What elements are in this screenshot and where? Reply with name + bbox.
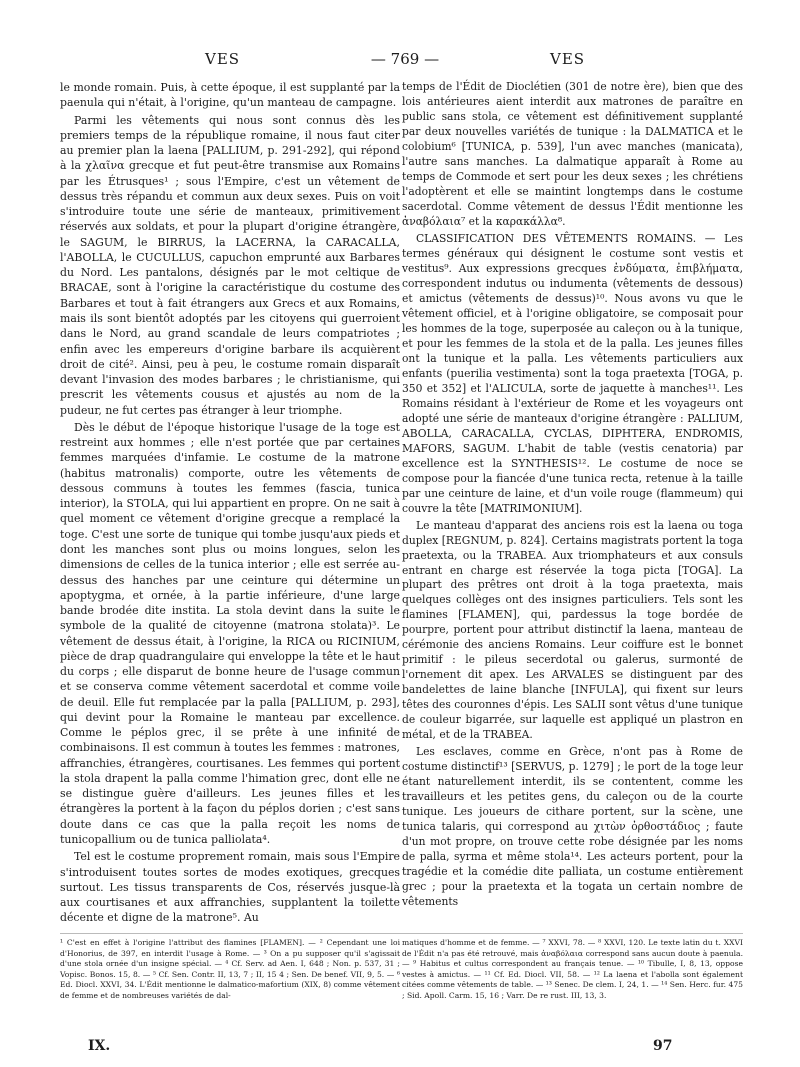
paragraph: le monde romain. Puis, à cette époque, il est supplanté par la paenula qui n'était, à l'origine, qu'un manteau de campagne.	[60, 81, 400, 110]
left-column	[60, 80, 400, 926]
footnotes-right: matiques d'homme et de femme. — ⁷ XXVI, 78. — ⁸ XXVI, 120. Le texte latin du t. XXVI de l'Édit n'a pas été retrouvé, mais ἀναβόλαια correspond sans aucun doute à paenula. — ⁹ Habitus et cultus correspondent au français tenue. — ¹⁰ Tibulle, I, 8, 13, oppose vestes à amictus. — ¹¹ Cf. Ed. Diocl. VII, 58. — ¹² La laena et l'abolla sont également citées comme vêtements de table. — ¹³ Senec. De clem. I, 24, 1. — ¹⁴ Sen. Herc. fur. 475 ; Sid. Apoll. Carm. 15, 16 ; Varr. De re rust. III, 13, 3.	[402, 938, 743, 1000]
footnotes-left: ¹ C'est en effet à l'origine l'attribut des flamines [FLAMEN]. — ² Cependant une loi d'Honorius, de 397, en interdit l'usage à Rome. — ³ On a pu supposer qu'il s'agissait d'une stola ornée d'un insigne spécial. — ⁴ Cf. Serv. ad Aen. I, 648 ; Non. p. 537, 31 ; Vopisc. Bonos. 15, 8. — ⁵ Cf. Sen. Contr. II, 13, 7 ; II, 15 4 ; Sen. De benef. VII, 9, 5. — ⁶ Ed. Diocl. XXVI, 34. L'Édit mentionne le dalmatico-mafortium (XIX, 8) comme vêtement de femme et de nombreuses variétés de dal-	[60, 938, 400, 1000]
footnote-divider	[60, 933, 743, 934]
page-number: — 769 —	[370, 50, 440, 68]
header-right-word: VES	[550, 50, 586, 68]
header-left-word: VES	[205, 50, 241, 68]
right-column	[402, 80, 743, 910]
sheet-number: 97	[653, 1038, 673, 1054]
running-header	[70, 50, 740, 72]
volume-mark: IX.	[88, 1038, 111, 1054]
paragraph: Parmi les vêtements qui nous sont connus dès les premiers temps de la république romaine, il nous faut citer au premier plan la laena [PALLIUM, p. 291-292], qui répond à la χλαῖνα grecque et fut peut-être transmise aux Romains par les Étrusques¹ ; sous l'Empire, c'est un vêtement de dessus très répandu et commun aux deux sexes. Puis on voit s'introduire toute une série de manteaux, primitivement réservés aux soldats, et pour la plupart d'origine étrangère, le SAGUM, le BIRRUS, la LACERNA, la CARACALLA, l'ABOLLA, le CUCULLUS, capuchon emprunté aux Barbares du Nord. Les pantalons, désignés par le mot celtique de BRACAE, sont à l'origine la caractéristique du costume des Barbares et tout à fait étrangers aux Grecs et aux Romains, mais ils sont bientôt adoptés par les citoyens qui guerroient dans le Nord, au grand scandale de leurs compatriotes ; enfin avec les empereurs d'origine barbare ils acquièrent droit de cité². Ainsi, peu à peu, le costume romain disparaît devant l'invasion des modes barbares ; le christianisme, qui prescrit les vêtements cousus et ajustés au nom de la pudeur, ne fut certes pas étranger à leur triomphe.	[60, 113, 400, 417]
paragraph: Tel est le costume proprement romain, mais sous l'Empire s'introduisent toutes sortes de modes exotiques, grecques surtout. Les tissus transparents de Cos, réservés jusque-là aux courtisanes et aux affranchies, supplantent la toilette décente et digne de la matrone⁵. Au	[60, 850, 400, 925]
paragraph: temps de l'Édit de Dioclétien (301 de notre ère), bien que des lois antérieures aient interdit aux matrones de paraître en public sans stola, ce vêtement est définitivement supplanté par deux nouvelles variétés de tunique : la DALMATICA et le colobium⁶ [TUNICA, p. 539], l'un avec manches (manicata), l'autre sans manches. La dalmatique apparaît à Rome au temps de Commode et sert pour les deux sexes ; les chrétiens l'adoptèrent et elle se maintint longtemps dans le costume sacerdotal. Comme vêtement de dessus l'Édit mentionne les ἀναβόλαια⁷ et la καρακάλλα⁸.	[402, 80, 743, 228]
section-paragraph: CLASSIFICATION DES VÊTEMENTS ROMAINS. — Les termes généraux qui désignent le costume sont vestis et vestitus⁹. Aux expressions grecques ἐνδύματα, ἐπιβλήματα, correspondent indutus ou indumenta (vêtements de dessous) et amictus (vêtements de dessus)¹⁰. Nous avons vu que le vêtement officiel, et à l'origine obligatoire, se composait pour les hommes de la toge, superposée au caleçon ou à la tunique, et pour les femmes de la stola et de la palla. Les jeunes filles ont la tunique et la palla. Les vêtements particuliers aux enfants (puerilia vestimenta) sont la toga praetexta [TOGA, p. 350 et 352] et l'ALICULA, sorte de jaquette à manches¹¹. Les Romains résidant à l'extérieur de Rome et les voyageurs ont adopté une série de manteaux d'origine étrangère : PALLIUM, ABOLLA, CARACALLA, CYCLAS, DIPHTERA, ENDROMIS, MAFORS, SAGUM. L'habit de table (vestis cenatoria) par excellence est la SYNTHESIS¹². Le costume de noce se compose pour la fiancée d'une tunica recta, retenue à la taille par une ceinture de laine, et d'un voile rouge (flammeum) qui couvre la tête [MATRIMONIUM].	[402, 231, 743, 515]
paragraph: Dès le début de l'époque historique l'usage de la toge est restreint aux hommes ; elle n'est portée que par certaines femmes marquées d'infamie. Le costume de la matrone (habitus matronalis) comporte, outre les vêtements de dessous communs à toutes les femmes (fascia, tunica interior), la STOLA, qui lui appartient en propre. On ne sait à quel moment ce vêtement d'origine grecque a remplacé la toge. C'est une sorte de tunique qui tombe jusqu'aux pieds et dont les manches sont plus ou moins longues, selon les dimensions de celles de la tunica interior ; elle est serrée au-dessus des hanches par une ceinture qui détermine un apoptygma, et ornée, à la partie inférieure, d'une large bande brodée dite instita. La stola devint dans la suite le symbole de la qualité de citoyenne (matrona stolata)³. Le vêtement de dessus était, à l'origine, la RICA ou RICINIUM, pièce de drap quadrangulaire qui enveloppe la tête et le haut du corps ; elle disparut de bonne heure de l'usage commun et se conserva comme vêtement sacerdotal et comme voile de deuil. Elle fut remplacée par la palla [PALLIUM, p. 293], qui devint pour la Romaine le manteau par excellence. Comme le péplos grec, il se prête à une infinité de combinaisons. Il est commun à toutes les femmes : matrones, affranchies, étrangères, courtisanes. Les femmes qui portent la stola drapent la palla comme l'himation grec, dont elle ne se distingue guère d'ailleurs. Les jeunes filles et les étrangères la portent à la façon du péplos dorien ; c'est sans doute dans ce cas que la palla reçoit les noms de tunicopallium ou de tunica palliolata⁴.	[60, 420, 400, 847]
paragraph: Les esclaves, comme en Grèce, n'ont pas à Rome de costume distinctif¹³ [SERVUS, p. 1279] ; le port de la toge leur étant naturellement interdit, ils se contentent, comme les travailleurs et les petites gens, du caleçon ou de la courte tunique. Les joueurs de cithare portent, sur la scène, une tunica talaris, qui correspond au χιτὼν ὀρθοστάδιος ; faute d'un mot propre, on trouve cette robe désignée par les noms de palla, syrma et même stola¹⁴. Les acteurs portent, pour la tragédie et la comédie dite palliata, un costume entièrement grec ; pour la praetexta et la togata un certain nombre de vêtements	[402, 745, 743, 909]
paragraph: Le manteau d'apparat des anciens rois est la laena ou toga duplex [REGNUM, p. 824]. Certains magistrats portent la toga praetexta, ou la TRABEA. Aux triomphateurs et aux consuls entrant en charge est réservée la toga picta [TOGA]. La plupart des prêtres ont droit à la toga praetexta, mais quelques collèges ont des insignes particuliers. Tels sont les flamines [FLAMEN], qui, pardessus la toge bordée de pourpre, portent pour attribut distinctif la laena, manteau de cérémonie des anciens Romains. Leur coiffure est le bonnet primitif : le pileus secerdotal ou galerus, surmonté de l'ornement dit apex. Les ARVALES se distinguent par des bandelettes de laine blanche [INFULA], qui fixent sur leurs têtes des couronnes d'épis. Les SALII sont vêtus d'une tunique de couleur bigarrée, sur laquelle est appliqué un plastron en métal, et de la TRABEA.	[402, 518, 743, 742]
